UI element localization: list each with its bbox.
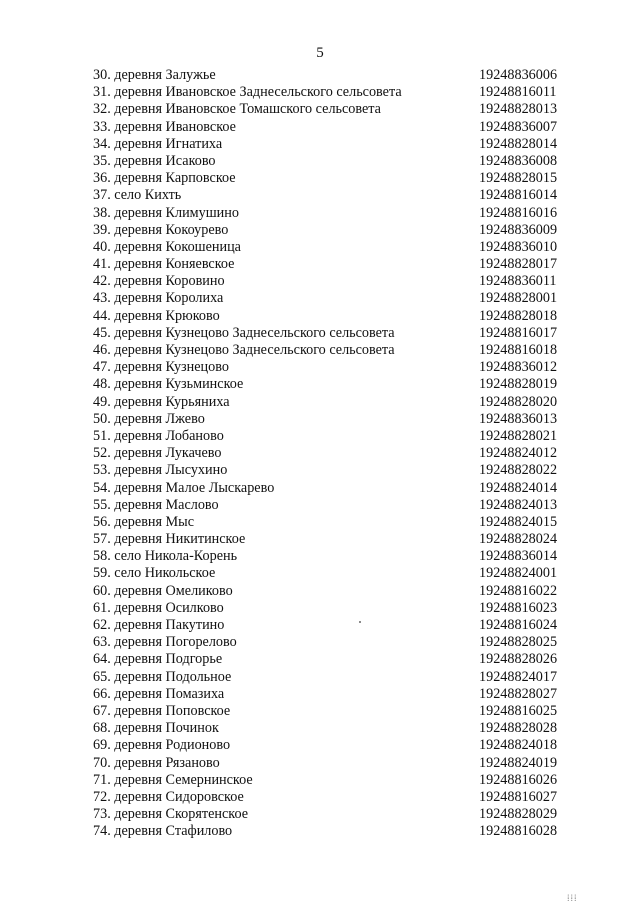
list-item bbox=[93, 806, 563, 823]
settlement-name: 69. деревня Родионово bbox=[93, 737, 231, 754]
settlement-code: 19248828027 bbox=[479, 685, 558, 702]
settlement-code: 19248836014 bbox=[479, 548, 558, 565]
settlement-code: 19248824001 bbox=[479, 565, 558, 582]
settlement-code: 19248816018 bbox=[479, 342, 558, 358]
settlement-code: 19248828019 bbox=[479, 376, 558, 393]
list-item bbox=[93, 325, 563, 342]
list-item bbox=[93, 273, 563, 290]
settlement-name: 67. деревня Поповское bbox=[93, 702, 231, 719]
settlement-code: 19248828028 bbox=[479, 720, 558, 737]
list-item bbox=[93, 153, 563, 170]
settlement-code: 19248824015 bbox=[479, 513, 558, 530]
settlement-name: 33. деревня Ивановское bbox=[93, 118, 236, 135]
list-item bbox=[93, 342, 563, 359]
list-item bbox=[93, 205, 563, 222]
settlement-code: 19248828013 bbox=[479, 101, 558, 118]
list-item bbox=[93, 84, 563, 101]
list-item bbox=[93, 308, 563, 325]
settlement-code: 19248816011 bbox=[479, 84, 557, 101]
list-item bbox=[93, 634, 563, 651]
list-item bbox=[93, 686, 563, 703]
list-item bbox=[93, 669, 563, 686]
settlement-name: 65. деревня Подольное bbox=[93, 668, 232, 685]
settlement-code: 19248836012 bbox=[479, 359, 558, 376]
settlement-code: 19248816026 bbox=[479, 771, 558, 788]
settlement-name: 30. деревня Залужье bbox=[93, 67, 216, 83]
settlement-name: 71. деревня Семернинское bbox=[93, 771, 253, 788]
settlement-name: 50. деревня Лжево bbox=[93, 410, 205, 427]
list-item bbox=[93, 256, 563, 273]
list-item bbox=[93, 772, 563, 789]
list-item bbox=[93, 651, 563, 668]
settlement-name: 40. деревня Кокошеница bbox=[93, 238, 241, 255]
settlement-name: 54. деревня Малое Лыскарево bbox=[93, 479, 275, 496]
settlement-name: 68. деревня Починок bbox=[93, 720, 219, 737]
settlement-code: 19248824012 bbox=[479, 445, 558, 462]
list-item bbox=[93, 720, 563, 737]
list-item bbox=[93, 755, 563, 772]
list-item bbox=[93, 617, 563, 634]
settlement-name: 61. деревня Осилково bbox=[93, 599, 224, 616]
list-item bbox=[93, 514, 563, 531]
settlement-name: 35. деревня Исаково bbox=[93, 152, 216, 169]
settlement-name: 58. село Никола-Корень bbox=[93, 548, 238, 565]
settlement-code: 19248836006 bbox=[479, 67, 558, 83]
settlement-name: 45. деревня Кузнецово Заднесельского сельсовета bbox=[93, 324, 395, 341]
settlement-name: 74. деревня Стафилово bbox=[93, 823, 233, 840]
list-item bbox=[93, 239, 563, 256]
settlement-name: 59. село Никольское bbox=[93, 565, 216, 582]
settlement-code: 19248836009 bbox=[479, 221, 558, 238]
list-item bbox=[93, 565, 563, 582]
settlement-name: 36. деревня Карповское bbox=[93, 170, 236, 187]
settlement-name: 53. деревня Лысухино bbox=[93, 462, 228, 479]
settlement-code: 19248816017 bbox=[479, 324, 558, 341]
settlement-name: 60. деревня Омеликово bbox=[93, 582, 233, 599]
settlement-name: 56. деревня Мыс bbox=[93, 513, 194, 530]
settlement-name: 52. деревня Лукачево bbox=[93, 445, 222, 462]
settlement-list bbox=[93, 67, 563, 840]
settlement-code: 19248824014 bbox=[479, 479, 558, 496]
list-item bbox=[93, 531, 563, 548]
list-item bbox=[93, 703, 563, 720]
list-item bbox=[93, 497, 563, 514]
settlement-code: 19248828020 bbox=[479, 393, 558, 410]
settlement-code: 19248828029 bbox=[479, 806, 558, 823]
list-item bbox=[93, 394, 563, 411]
list-item bbox=[93, 136, 563, 153]
settlement-name: 66. деревня Помазиха bbox=[93, 685, 225, 702]
settlement-name: 42. деревня Коровино bbox=[93, 273, 225, 290]
settlement-name: 41. деревня Коняевское bbox=[93, 256, 235, 273]
settlement-name: 73. деревня Скорятенское bbox=[93, 806, 249, 823]
list-item bbox=[93, 222, 563, 239]
settlement-name: 51. деревня Лобаново bbox=[93, 427, 224, 444]
settlement-code: 19248824013 bbox=[479, 496, 558, 513]
list-item bbox=[93, 119, 563, 136]
settlement-code: 19248828021 bbox=[479, 427, 558, 444]
list-item bbox=[93, 583, 563, 600]
settlement-name: 39. деревня Кокоурево bbox=[93, 221, 229, 238]
settlement-name: 49. деревня Курьяниха bbox=[93, 393, 230, 410]
list-item bbox=[93, 411, 563, 428]
settlement-name: 44. деревня Крюково bbox=[93, 307, 220, 324]
list-item bbox=[93, 548, 563, 565]
settlement-code: 19248816028 bbox=[479, 823, 558, 840]
settlement-code: 19248816023 bbox=[479, 599, 558, 616]
settlement-code: 19248816016 bbox=[479, 204, 558, 221]
list-item bbox=[93, 462, 563, 479]
list-item bbox=[93, 823, 563, 840]
settlement-code: 19248836013 bbox=[479, 410, 558, 427]
settlement-code: 19248828001 bbox=[479, 290, 558, 307]
settlement-code: 19248828024 bbox=[479, 531, 558, 548]
settlement-code: 19248824018 bbox=[479, 737, 558, 754]
page-number: 5 bbox=[316, 45, 324, 61]
settlement-code: 19248836008 bbox=[479, 152, 558, 169]
scan-speck bbox=[359, 621, 361, 623]
settlement-code: 19248816027 bbox=[479, 788, 558, 805]
scan-corner-mark: ⁞⁞⁞ bbox=[567, 893, 578, 903]
settlement-code: 19248828022 bbox=[479, 462, 558, 479]
settlement-name: 55. деревня Маслово bbox=[93, 496, 219, 513]
settlement-name: 37. село Кихть bbox=[93, 187, 182, 204]
list-item bbox=[93, 67, 563, 84]
list-item bbox=[93, 359, 563, 376]
settlement-name: 32. деревня Ивановское Томашского сельсовета bbox=[93, 101, 381, 118]
settlement-name: 31. деревня Ивановское Заднесельского сельсовета bbox=[93, 84, 402, 101]
settlement-name: 57. деревня Никитинское bbox=[93, 531, 246, 548]
list-item bbox=[93, 376, 563, 393]
settlement-code: 19248836007 bbox=[479, 118, 558, 135]
list-item bbox=[93, 187, 563, 204]
settlement-code: 19248836011 bbox=[479, 273, 557, 290]
settlement-name: 64. деревня Подгорье bbox=[93, 651, 223, 668]
settlement-name: 38. деревня Климушино bbox=[93, 204, 239, 221]
settlement-code: 19248828014 bbox=[479, 135, 558, 152]
settlement-code: 19248828025 bbox=[479, 634, 558, 651]
settlement-name: 46. деревня Кузнецово Заднесельского сельсовета bbox=[93, 342, 395, 358]
settlement-code: 19248828018 bbox=[479, 307, 558, 324]
settlement-name: 62. деревня Пакутино bbox=[93, 617, 225, 633]
settlement-name: 43. деревня Королиха bbox=[93, 290, 224, 307]
settlement-code: 19248828015 bbox=[479, 170, 558, 187]
list-item bbox=[93, 737, 563, 754]
settlement-code: 19248824019 bbox=[479, 754, 558, 771]
list-item bbox=[93, 428, 563, 445]
settlement-name: 72. деревня Сидоровское bbox=[93, 788, 244, 805]
list-item bbox=[93, 445, 563, 462]
settlement-code: 19248816014 bbox=[479, 187, 558, 204]
settlement-code: 19248828017 bbox=[479, 256, 558, 273]
settlement-name: 70. деревня Рязаново bbox=[93, 754, 220, 771]
settlement-code: 19248828026 bbox=[479, 651, 558, 668]
settlement-code: 19248836010 bbox=[479, 238, 558, 255]
list-item bbox=[93, 290, 563, 307]
list-item bbox=[93, 101, 563, 118]
settlement-code: 19248824017 bbox=[479, 668, 558, 685]
settlement-code: 19248816024 bbox=[479, 617, 558, 633]
settlement-name: 47. деревня Кузнецово bbox=[93, 359, 229, 376]
list-item bbox=[93, 170, 563, 187]
settlement-name: 63. деревня Погорелово bbox=[93, 634, 237, 651]
list-item bbox=[93, 480, 563, 497]
settlement-code: 19248816025 bbox=[479, 702, 558, 719]
settlement-name: 34. деревня Игнатиха bbox=[93, 135, 223, 152]
list-item bbox=[93, 600, 563, 617]
list-item bbox=[93, 789, 563, 806]
settlement-name: 48. деревня Кузьминское bbox=[93, 376, 244, 393]
settlement-code: 19248816022 bbox=[479, 582, 558, 599]
